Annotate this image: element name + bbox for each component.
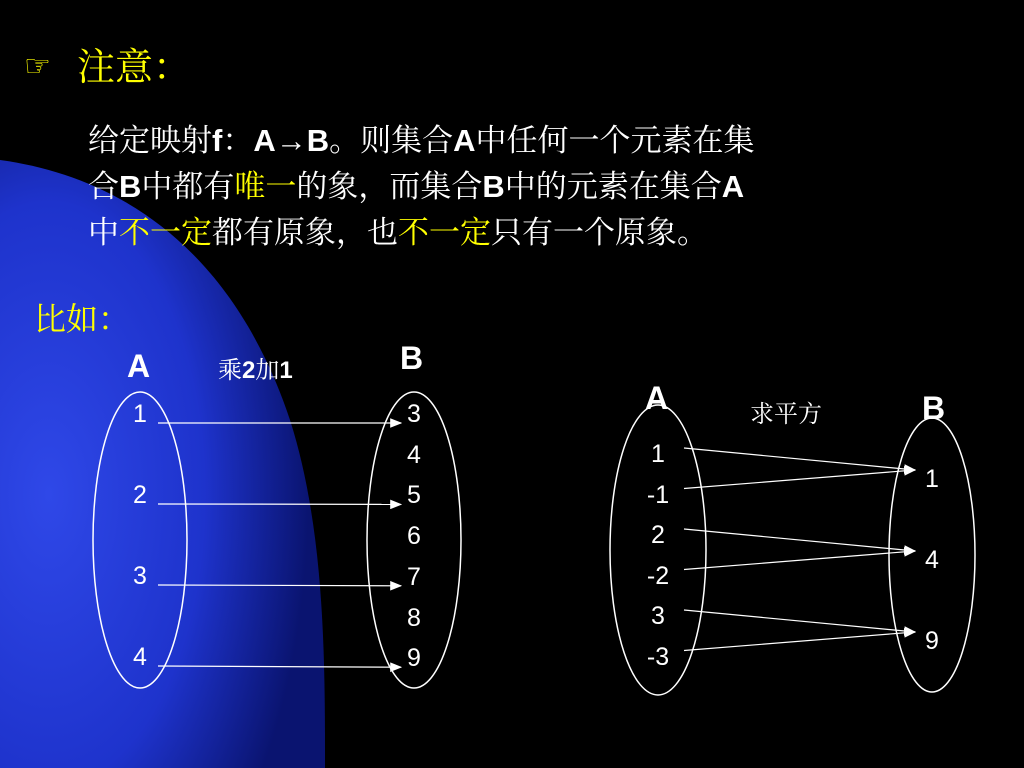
paragraph-text: 中: [88, 215, 119, 251]
right-set-b-element: 4: [925, 546, 939, 574]
rule-number: 2: [242, 357, 256, 384]
paragraph-line-2: [88, 164, 755, 210]
right-set-a-element: 1: [651, 440, 665, 468]
pointing-hand-icon: ☞: [24, 49, 51, 84]
left-set-b-element: 6: [407, 522, 421, 551]
paragraph-math: B: [119, 169, 142, 204]
left-set-a-element: 3: [133, 562, 147, 590]
paragraph-math: f: [212, 123, 223, 158]
right-set-a-label: A: [645, 380, 669, 416]
mapping-arrow: [684, 610, 915, 632]
paragraph-math: A: [721, 169, 745, 204]
paragraph-text: 的象，而集合: [296, 169, 483, 205]
paragraph-text: 中任何一个元素在集: [475, 123, 755, 159]
paragraph-highlight: 唯一: [234, 169, 297, 205]
right-set-a-element: 3: [651, 602, 665, 630]
left-set-b-element: 4: [407, 440, 421, 469]
paragraph-highlight: 不一定: [119, 215, 212, 251]
rule-text: 加: [255, 356, 280, 384]
mapping-arrow: [684, 551, 915, 570]
right-set-a-element: -3: [646, 642, 670, 671]
paragraph-text: 中都有: [141, 169, 235, 205]
paragraph-text: 只有一个原象。: [491, 215, 708, 251]
mapping-arrow: [684, 529, 915, 551]
mapping-arrow: [684, 448, 915, 470]
right-set-b-element: 1: [925, 465, 939, 493]
left-set-b-element: 9: [407, 644, 421, 673]
right-set-a-element: 2: [651, 521, 665, 549]
right-set-a-element: -1: [646, 480, 670, 509]
right-set-b-element: 9: [925, 627, 939, 655]
mapping-arrow: [158, 585, 401, 586]
paragraph-math: B: [482, 169, 505, 204]
rule-text: 乘: [218, 356, 242, 384]
paragraph-math: A: [453, 123, 476, 158]
paragraph-text: 都有原象，也: [212, 215, 398, 251]
left-set-b-label: B: [400, 340, 424, 376]
right-set-b-label: B: [922, 390, 946, 426]
left-set-b-element: 8: [407, 603, 421, 632]
left-set-b-element: 3: [407, 400, 421, 428]
left-set-b-element: 7: [407, 562, 421, 591]
heading: [24, 44, 191, 90]
paragraph-text: ：: [222, 123, 254, 159]
mapping-arrow: [684, 632, 915, 651]
left-set-a-label: A: [127, 348, 151, 384]
paragraph-text: 合: [88, 169, 119, 205]
paragraph-highlight: 不一定: [398, 215, 491, 251]
paragraph-text: 给定映射: [88, 123, 212, 159]
right-mapping-rule: 求平方: [750, 400, 822, 428]
heading-text: 注意：: [77, 45, 192, 89]
example-label: 比如：: [34, 300, 131, 338]
paragraph-line-3: [88, 210, 755, 256]
notice-paragraph: [88, 118, 755, 256]
left-set-a-element: 2: [133, 481, 147, 509]
paragraph-line-1: [88, 118, 755, 164]
right-set-a-element: -2: [646, 561, 670, 590]
left-set-a-element: 4: [133, 643, 147, 671]
left-set-a-element: 1: [133, 400, 147, 428]
paragraph-text: 。则集合: [329, 123, 454, 159]
paragraph-text: 中的元素在集合: [504, 169, 722, 205]
left-mapping-rule: [218, 350, 293, 385]
left-set-b-element: 5: [407, 481, 421, 510]
rule-number: 1: [279, 357, 293, 384]
mapping-arrow: [684, 470, 915, 489]
paragraph-math: A→B: [253, 123, 330, 158]
